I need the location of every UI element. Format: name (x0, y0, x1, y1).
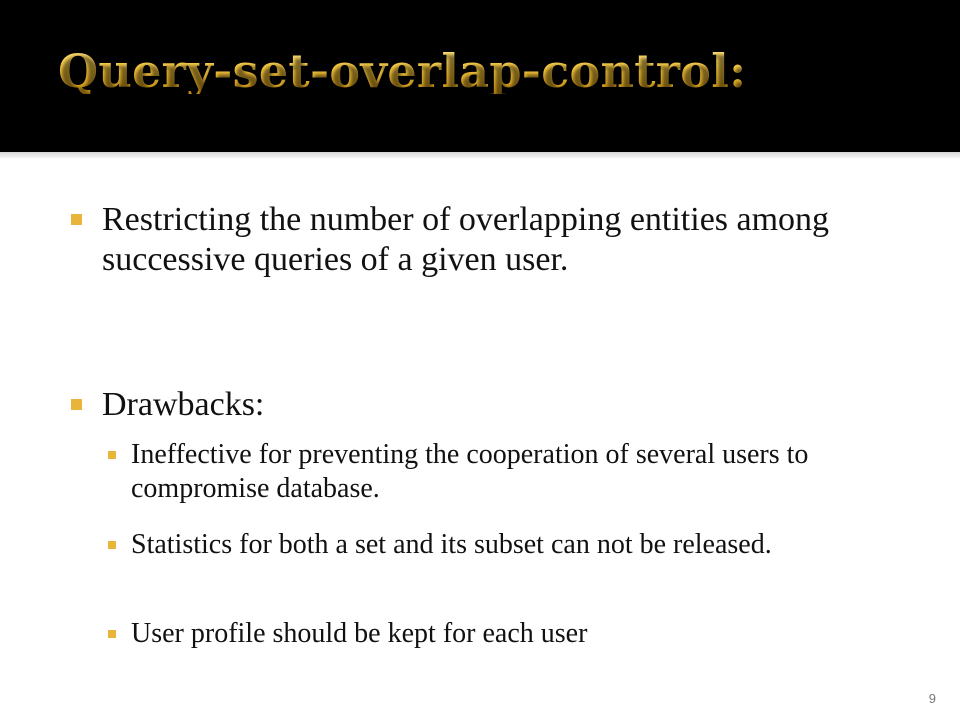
bullet-text: Drawbacks: (102, 386, 265, 423)
slide-title: Query-set-overlap-control: (58, 44, 747, 98)
square-bullet-icon (108, 541, 116, 549)
sub-bullet-item (108, 438, 898, 506)
sub-bullet-text: User profile should be kept for each user (131, 618, 588, 649)
page-number: 9 (928, 691, 936, 706)
sub-bullet-item (108, 528, 898, 562)
bullet-text: Restricting the number of overlapping entities among successive queries of a given user. (102, 201, 830, 278)
sub-bullet-text: Statistics for both a set and its subset can not be released. (131, 529, 772, 560)
bullet-item (71, 385, 901, 425)
square-bullet-icon (71, 399, 82, 410)
sub-bullet-text: Ineffective for preventing the cooperation of several users to compromise database. (131, 439, 809, 504)
sub-bullet-item (108, 617, 898, 651)
square-bullet-icon (108, 451, 116, 459)
bullet-item (71, 200, 901, 280)
square-bullet-icon (71, 214, 82, 225)
square-bullet-icon (108, 630, 116, 638)
